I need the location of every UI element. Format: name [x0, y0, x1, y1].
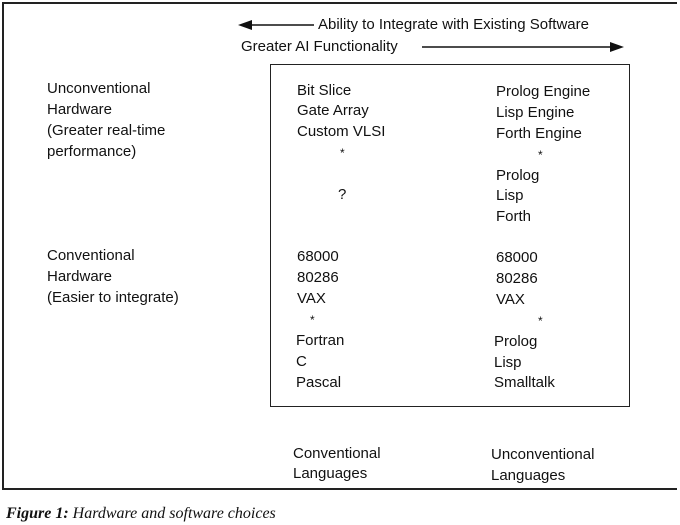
unknown-language-mark: ?	[338, 186, 347, 203]
caption-text: Hardware and software choices	[72, 505, 276, 522]
right-upper-star: *	[538, 148, 543, 162]
right-arrow-label: Greater AI Functionality	[241, 38, 398, 55]
left-arrow	[238, 18, 314, 32]
right-arrow	[422, 40, 624, 54]
right-lower-star: *	[538, 314, 543, 328]
caption-label: Figure 1:	[6, 505, 69, 522]
left-arrow-label: Ability to Integrate with Existing Software	[318, 16, 589, 33]
left-upper-star: *	[340, 146, 345, 160]
left-lower-star: *	[310, 313, 315, 327]
figure-caption	[6, 503, 276, 525]
